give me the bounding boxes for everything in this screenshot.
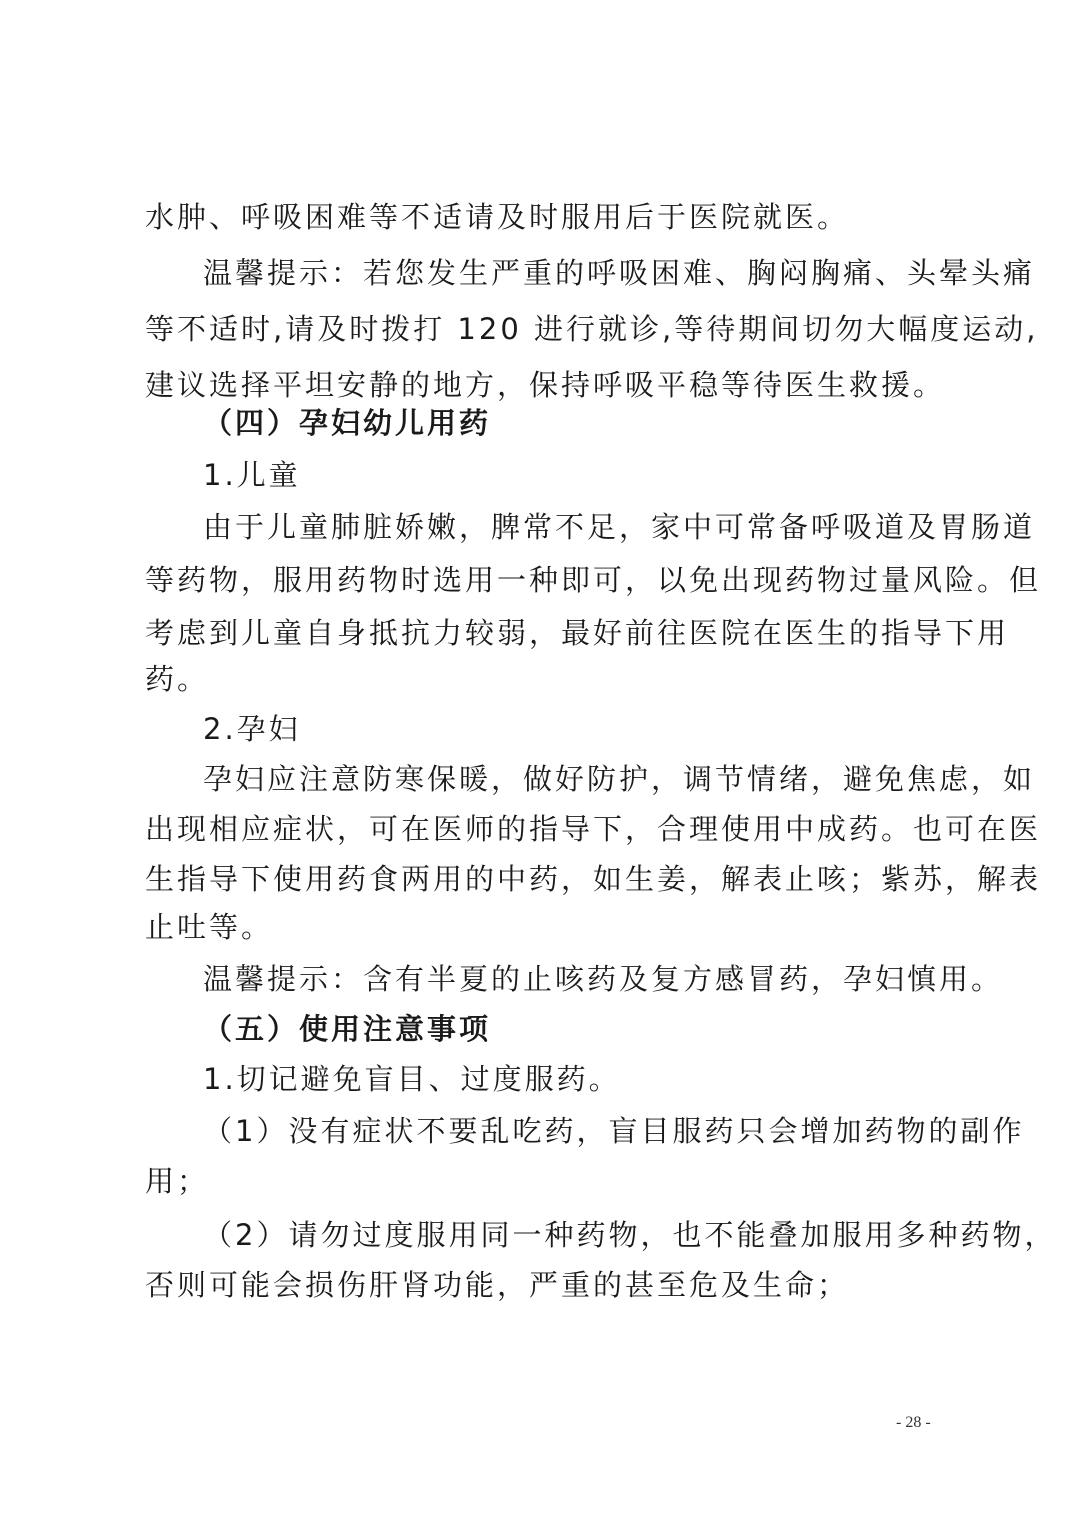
text-line: （2）请勿过度服用同一种药物，也不能叠加服用多种药物， [203,1218,1057,1252]
text-line: （1）没有症状不要乱吃药，盲目服药只会增加药物的副作 [203,1114,1025,1148]
text-line: 建议选择平坦安静的地方，保持呼吸平稳等待医生救援。 [145,368,946,402]
section-heading: （五）使用注意事项 [203,1012,492,1046]
text-line: 温馨提示：若您发生严重的呼吸困难、胸闷胸痛、头晕头痛 [203,256,1036,290]
subsection-heading: 2.孕妇 [203,712,301,746]
text-line: 止吐等。 [145,910,274,944]
text-line: 由于儿童肺脏娇嫩，脾常不足，家中可常备呼吸道及胃肠道 [203,510,1036,544]
subsection-heading: 1.儿童 [203,458,301,492]
text-line: 用； [145,1164,210,1198]
text-line: 考虑到儿童自身抵抗力较弱，最好前往医院在医生的指导下用 [145,616,1010,650]
text-line: 温馨提示：含有半夏的止咳药及复方感冒药，孕妇慎用。 [203,962,1004,996]
text-line: 1.切记避免盲目、过度服药。 [203,1062,621,1096]
text-line: 出现相应症状，可在医师的指导下，合理使用中成药。也可在医 [145,812,1042,846]
page-number: - 28 - [896,1414,931,1431]
text-line: 等药物，服用药物时选用一种即可，以免出现药物过量风险。但 [145,563,1042,597]
text-line: 水肿、呼吸困难等不适请及时服用后于医院就医。 [145,200,850,234]
text-line: 等不适时,请及时拨打 120 进行就诊,等待期间切勿大幅度运动, [145,312,1039,346]
text-line: 否则可能会损伤肝肾功能，严重的甚至危及生命； [145,1268,850,1302]
text-line: 孕妇应注意防寒保暖，做好防护，调节情绪，避免焦虑，如 [203,762,1036,796]
section-heading: （四）孕妇幼儿用药 [203,406,492,440]
text-line: 药。 [145,662,210,696]
text-line: 生指导下使用药食两用的中药，如生姜，解表止咳；紫苏，解表 [145,862,1042,896]
